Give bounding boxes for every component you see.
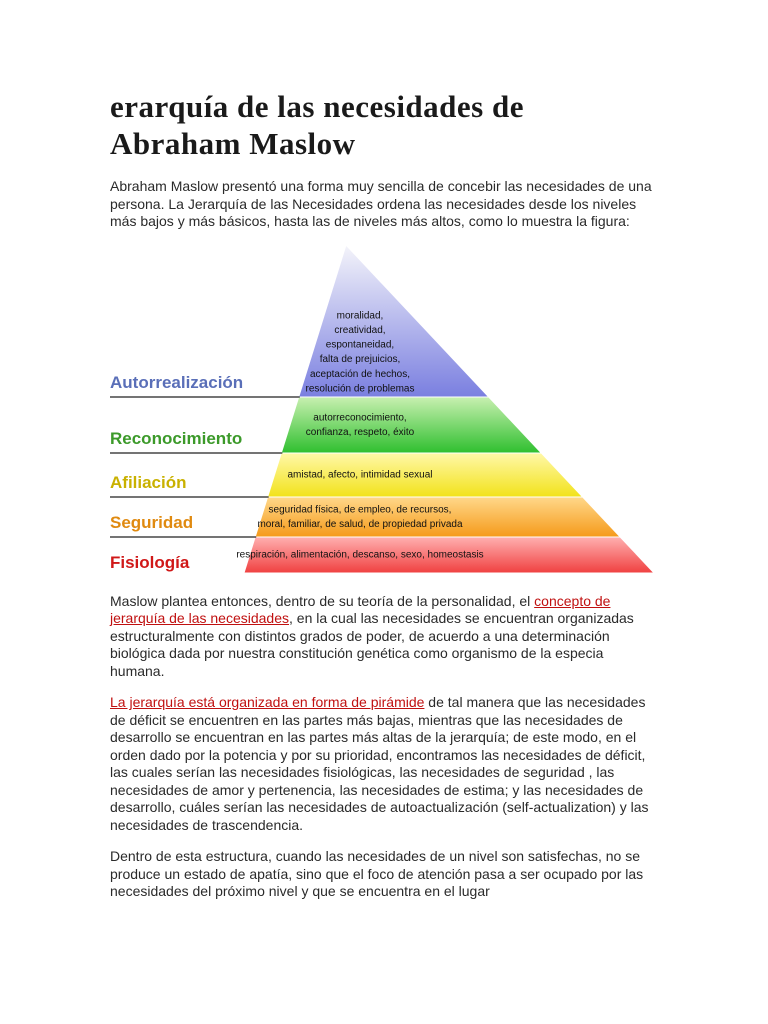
- level-label-1: Autorrealización: [110, 372, 244, 392]
- pyramid-tier-4: [255, 497, 620, 537]
- tier-4-text-line: seguridad física, de empleo, de recursos,: [268, 503, 452, 515]
- maslow-pyramid-diagram: [110, 241, 658, 581]
- paragraph-2: [110, 694, 658, 834]
- document-page: [110, 88, 658, 901]
- paragraph-1-text-before: Maslow plantea entonces, dentro de su teoría de la personalidad, el: [110, 592, 535, 609]
- concepto-jerarquia-link[interactable]: concepto de jerarquía de las necesidades: [110, 592, 611, 626]
- level-label-4: Seguridad: [110, 512, 194, 532]
- maslow-pyramid-figure: [110, 241, 658, 581]
- level-label-3: Afiliación: [110, 472, 187, 492]
- tier-1-text-line: moralidad,: [336, 309, 384, 321]
- tier-2-text-line: autorreconocimiento,: [313, 411, 407, 423]
- tier-3-text-line: amistad, afecto, intimidad sexual: [287, 469, 433, 481]
- page-title: [110, 88, 658, 162]
- level-label-2: Reconocimiento: [110, 428, 243, 448]
- paragraph-1: [110, 593, 658, 681]
- paragraph-1-text-after: , en la cual las necesidades se encuentran organizadas estructuralmente con distintos grados de poder, de acuerdo a una determinación biológica dada por nuestra constitución genética como organismo de la especia humana.: [110, 610, 634, 679]
- intro-paragraph: Abraham Maslow presentó una forma muy sencilla de concebir las necesidades de una persona. La Jerarquía de las Necesidades ordena las necesidades desde los niveles más bajos y más básicos, hasta las de niveles más altos, como lo muestra la figura:: [110, 178, 652, 229]
- tier-1-text-line: falta de prejuicios,: [319, 353, 401, 365]
- tier-2-text-line: confianza, respeto, éxito: [305, 426, 415, 438]
- piramide-link[interactable]: La jerarquía está organizada en forma de pirámide: [110, 694, 425, 710]
- level-label-5: Fisiología: [110, 552, 190, 572]
- title-line-2: Abraham Maslow: [110, 126, 356, 161]
- tier-5-text-line: respiración, alimentación, descanso, sexo, homeostasis: [236, 549, 484, 561]
- paragraph-2-text-after: de tal manera que las necesidades de déficit se encuentren en las partes más bajas, mientras que las necesidades de desarrollo se encuentran en las partes más altas de la jerarquía; de este modo, en el orden dado por la potencia y por su prioridad, encontramos las necesidades de déficit, las cuales serían las necesidades fisiológicas, las necesidades de seguridad , las necesidades de amor y pertenencia, las necesidades de estima; y las necesidades de desarrollo, cuáles serían las necesidades de autoactualización (self-actualization) y las necesidades de trascendencia.: [110, 694, 649, 833]
- title-line-1: erarquía de las necesidades de: [110, 89, 524, 124]
- paragraph-3: Dentro de esta estructura, cuando las necesidades de un nivel son satisfechas, no se produce un estado de apatía, sino que el foco de atención pasa a ser ocupado por las necesidades del próximo nivel y que se encuentra en el lugar: [110, 848, 644, 899]
- tier-1-text-line: creatividad,: [334, 324, 386, 336]
- tier-1-text-line: aceptación de hechos,: [309, 368, 411, 380]
- tier-4-text-line: moral, familiar, de salud, de propiedad privada: [257, 518, 463, 530]
- tier-1-text-line: espontaneidad,: [325, 339, 395, 351]
- tier-1-text-line: resolución de problemas: [305, 382, 415, 394]
